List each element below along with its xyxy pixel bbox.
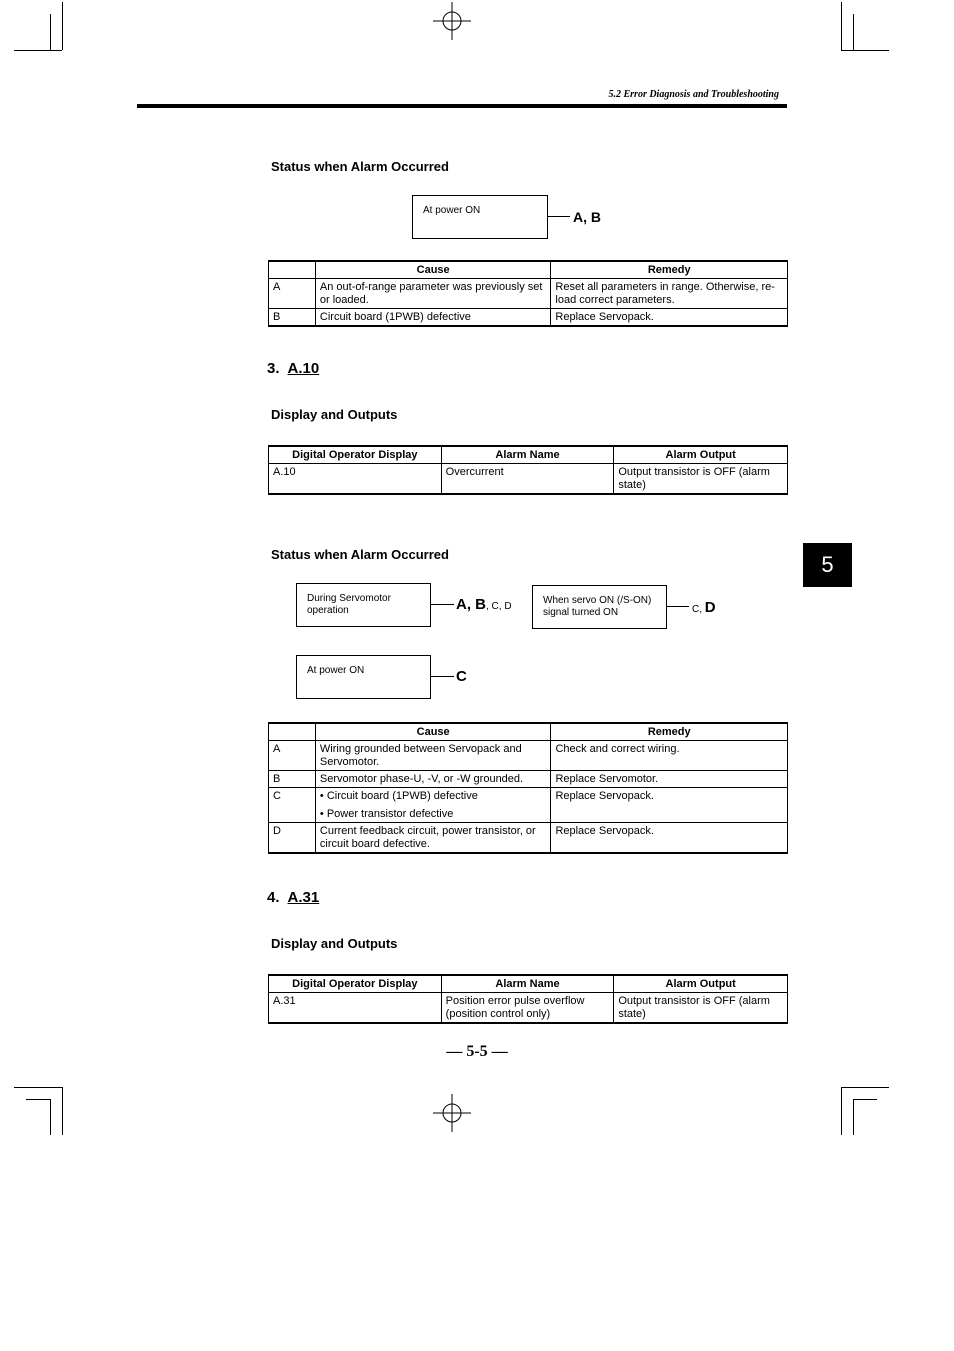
cell-alarm-output: Output transistor is OFF (alarm state) xyxy=(614,464,788,495)
section-heading-4 xyxy=(267,889,319,906)
cell-remedy: Replace Servopack. xyxy=(551,788,788,823)
table-row xyxy=(269,309,788,327)
bullet-item: • Power transistor defective xyxy=(319,808,454,820)
crop-mark xyxy=(50,1099,51,1135)
display-heading: Display and Outputs xyxy=(271,407,398,422)
cell-cause: Wiring grounded between Servopack and Servomotor. xyxy=(315,741,551,771)
cell-alarm-name: Position error pulse overflow (position control only) xyxy=(441,993,614,1024)
table-header: Alarm Output xyxy=(614,446,788,464)
cell-cause xyxy=(315,788,551,823)
table-header: Remedy xyxy=(551,261,788,279)
cell-key: B xyxy=(269,309,316,327)
crop-mark xyxy=(14,1087,62,1088)
status-label: C xyxy=(456,668,467,685)
leader-line xyxy=(667,606,689,607)
crop-mark xyxy=(853,1099,877,1100)
cell-cause: Current feedback circuit, power transistor, or circuit board defective. xyxy=(315,823,551,854)
label-small: , C, D xyxy=(486,601,512,612)
table-row xyxy=(269,464,788,495)
table-header xyxy=(269,261,316,279)
cell-key: A xyxy=(269,741,316,771)
leader-line xyxy=(431,676,454,677)
cell-key: A xyxy=(269,279,316,309)
running-header: 5.2 Error Diagnosis and Troubleshooting xyxy=(608,89,779,100)
cell-remedy: Check and correct wiring. xyxy=(551,741,788,771)
display-outputs-table xyxy=(268,445,788,495)
cell-alarm-name: Overcurrent xyxy=(441,464,614,495)
page-number: — 5-5 — xyxy=(446,1043,508,1060)
registration-mark-icon xyxy=(433,2,471,40)
cell-display: A.31 xyxy=(269,993,442,1024)
crop-mark xyxy=(841,50,889,51)
table-header: Alarm Name xyxy=(441,446,614,464)
cell-display: A.10 xyxy=(269,464,442,495)
table-header: Digital Operator Display xyxy=(269,446,442,464)
crop-mark xyxy=(14,50,62,51)
table-header: Digital Operator Display xyxy=(269,975,442,993)
cell-remedy: Replace Servopack. xyxy=(551,309,788,327)
crop-mark xyxy=(62,1087,63,1135)
status-box-servo-on: When servo ON (/S-ON) signal turned ON xyxy=(532,585,667,629)
label-bold: A, B xyxy=(456,596,486,613)
table-header: Remedy xyxy=(551,723,788,741)
label-bold: D xyxy=(704,599,716,616)
header-rule xyxy=(137,104,787,108)
cell-remedy: Reset all parameters in range. Otherwise, re-load correct parameters. xyxy=(551,279,788,309)
crop-mark xyxy=(841,1087,889,1088)
table-header: Alarm Output xyxy=(614,975,788,993)
cell-cause: Circuit board (1PWB) defective xyxy=(315,309,551,327)
table-row xyxy=(269,741,788,771)
cell-cause: An out-of-range parameter was previously set or loaded. xyxy=(315,279,551,309)
cell-key: D xyxy=(269,823,316,854)
cause-remedy-table xyxy=(268,260,788,327)
table-header: Cause xyxy=(315,723,551,741)
table-header: Alarm Name xyxy=(441,975,614,993)
status-box-power-on: At power ON xyxy=(412,195,548,239)
leader-line xyxy=(431,604,454,605)
table-row xyxy=(269,771,788,788)
status-label: A, B xyxy=(573,209,601,225)
cell-alarm-output: Output transistor is OFF (alarm state) xyxy=(614,993,788,1024)
status-heading: Status when Alarm Occurred xyxy=(271,547,449,562)
section-code: A.31 xyxy=(287,889,320,906)
cell-key: C xyxy=(269,788,316,823)
crop-mark xyxy=(50,14,51,50)
section-code: A.10 xyxy=(287,360,320,377)
table-header: Cause xyxy=(315,261,551,279)
table-row xyxy=(269,993,788,1024)
section-number: 3. xyxy=(267,360,280,377)
status-box-servomotor-operation: During Servomotor operation xyxy=(296,583,431,627)
cell-cause: Servomotor phase-U, -V, or -W grounded. xyxy=(315,771,551,788)
display-outputs-table xyxy=(268,974,788,1024)
table-header xyxy=(269,723,316,741)
section-heading-3 xyxy=(267,360,319,377)
display-heading: Display and Outputs xyxy=(271,936,398,951)
status-label xyxy=(456,596,512,613)
cell-remedy: Replace Servomotor. xyxy=(551,771,788,788)
crop-mark xyxy=(853,1099,854,1135)
cell-remedy: Replace Servopack. xyxy=(551,823,788,854)
status-label xyxy=(692,599,716,616)
bullet-item: • Circuit board (1PWB) defective xyxy=(319,790,478,802)
table-row xyxy=(269,788,788,823)
table-row xyxy=(269,279,788,309)
crop-mark xyxy=(26,1099,50,1100)
leader-line xyxy=(548,216,570,217)
crop-mark xyxy=(841,1087,842,1135)
chapter-tab: 5 xyxy=(803,543,852,587)
label-small: C, xyxy=(692,604,705,615)
cause-remedy-table xyxy=(268,722,788,854)
crop-mark xyxy=(62,2,63,50)
table-row xyxy=(269,823,788,854)
section-number: 4. xyxy=(267,889,280,906)
status-heading: Status when Alarm Occurred xyxy=(271,159,449,174)
crop-mark xyxy=(841,2,842,50)
cell-key: B xyxy=(269,771,316,788)
registration-mark-icon xyxy=(433,1094,471,1132)
status-box-power-on: At power ON xyxy=(296,655,431,699)
crop-mark xyxy=(853,14,854,50)
